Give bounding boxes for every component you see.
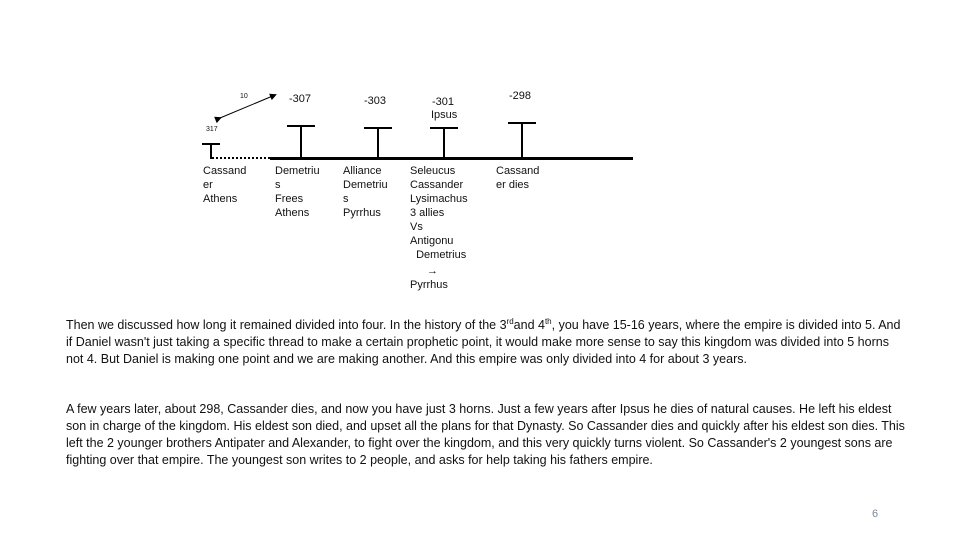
event-cassander-athens: Cassand er Athens [203,165,247,205]
page-number: 6 [872,508,879,520]
event-pyrrhus: Pyrrhus [410,279,448,291]
ipsus-label: Ipsus [431,109,458,121]
tick-301-stem [443,127,445,158]
event-ipsus-coalition: Seleucus Cassander Lysimachus 3 allies Vs Antigonu Demetrius [410,165,468,261]
event-cassander-dies: Cassand er dies [496,165,540,191]
tick-307-stem [300,125,302,158]
sup-rd: rd [506,316,514,326]
event-alliance: Alliance Demetriu s Pyrrhus [343,165,388,219]
year-307-label: -307 [289,93,312,105]
paragraph-1-text-b: and 4 [513,318,545,332]
tick-298-stem [521,122,523,158]
sup-th: th [544,316,552,326]
paragraph-division [66,317,906,368]
gap-label: 10 [240,93,248,100]
event-demetrius-frees-athens: Demetriu s Frees Athens [275,165,320,219]
tick-317-stem [210,143,212,159]
paragraph-1-text-c: , you have 15-16 years, where the empire is divided into 5. And if Daniel wasn't just taking a specific thread to make a certain prophetic point, it would make more sense to say this kingdom was divided into 5 horns not 4. But Daniel is making one point and we are making another. And this empire was only divided into 4 for about 3 years. [66,318,901,366]
paragraph-cassander-dies: A few years later, about 298, Cassander dies, and now you have just 3 horns. Just a few years after Ipsus he dies of natural causes. He left his eldest son in charge of the kingdom. His eldest son died, and upset all the plans for that Dynasty. So Cassander dies and quickly after his eldest son dies. This left the 2 younger brothers Antipater and Alexander, to fight over the kingdom, and this very quickly turns violent. So Cassander's 2 youngest sons are fighting over that empire. The youngest son writes to 2 people, and asks for help taking his fathers empire. [66,402,905,467]
year-317-label: 317 [206,126,218,133]
year-301-label: -301 [432,96,455,108]
paragraph-1-text-a: Then we discussed how long it remained divided into four. In the history of the 3 [66,318,507,332]
dotted-line [212,157,270,159]
arrow-icon: → [427,265,438,277]
timeline-main-line [270,157,633,160]
year-298-label: -298 [509,90,532,102]
year-303-label: -303 [364,95,387,107]
tick-303-stem [377,127,379,158]
